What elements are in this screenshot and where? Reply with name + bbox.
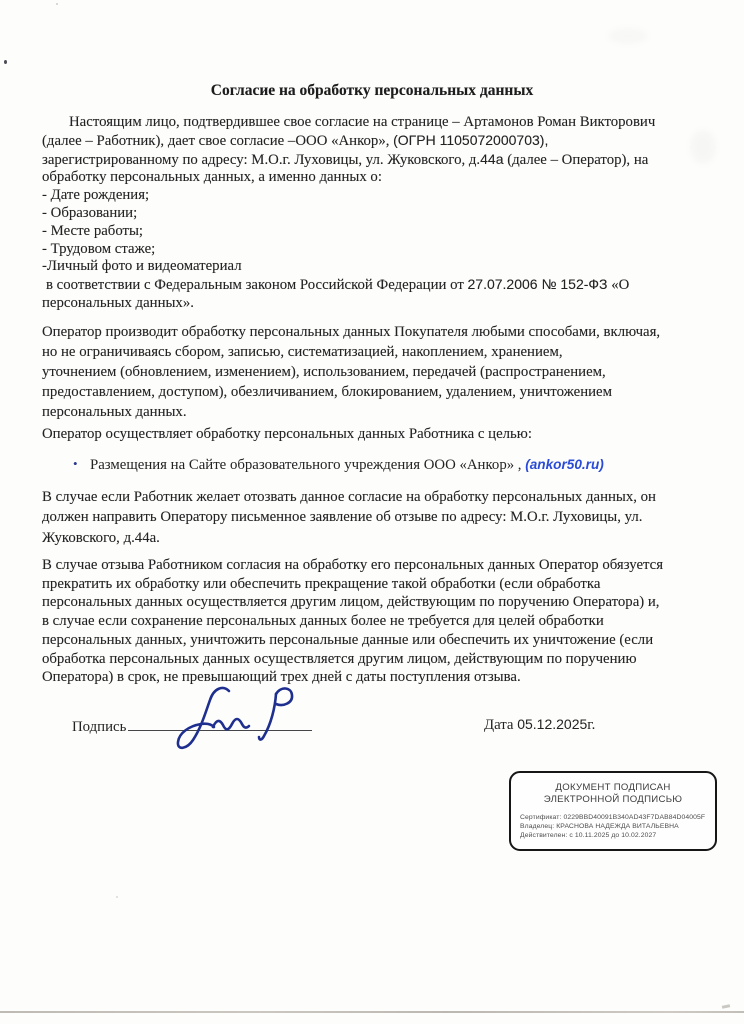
paragraph-line: В случае если Работник желает отозвать данное согласие на обработку персональных данных, он [42, 489, 656, 505]
paragraph-line: предоставлением, доступом), обезличиванием, блокированием, удалением, уничтожением [42, 384, 612, 400]
paragraph-line: Оператора) в срок, не превышающий трех дней с даты поступления отзыва. [42, 669, 521, 686]
scan-edge-line [0, 1011, 744, 1013]
paragraph-line: уточнением (обновлением, изменением), использованием, передачей (распространением, [42, 364, 606, 380]
paragraph-line: В случае отзыва Работником согласия на обработку его персональных данных Оператор обязуется [42, 557, 664, 573]
scan-edge-mark [722, 1004, 730, 1009]
scan-smudge [608, 28, 648, 44]
withdrawal-paragraph [42, 487, 704, 548]
revocation-paragraph [42, 556, 704, 687]
stamp-details [520, 813, 715, 840]
data-item-photo-video: -Личный фото и видеоматериал [42, 258, 242, 275]
stamp-title [511, 782, 715, 805]
bullet-icon: • [73, 456, 78, 471]
stamp-validity: Действителен: с 10.11.2025 до 10.02.2027 [520, 832, 657, 840]
date-text [484, 716, 595, 734]
handwritten-signature [150, 682, 325, 760]
intro-paragraph [42, 114, 704, 313]
law-reference-line: в соответствии с Федеральным законом Российской Федерации от 27.07.2006 № 152-ФЗ «О [46, 276, 630, 294]
processing-methods-paragraph [42, 322, 704, 422]
scan-smudge [690, 130, 716, 164]
paragraph-line: но не ограничиваясь сбором, записью, систематизацией, накоплением, хранением, [42, 344, 563, 360]
scan-speck [4, 60, 7, 64]
digital-signature-stamp [509, 771, 717, 851]
intro-line: обработку персональных данных, а именно данных о: [42, 169, 382, 186]
signature-row [42, 715, 704, 736]
document-title: Согласие на обработку персональных данных [210, 82, 534, 99]
paragraph-line: персональных данных, уничтожить персональные данные или обеспечить их уничтожение (если [42, 631, 654, 648]
paragraph-line: должен направить Оператору письменное заявление об отзыве по адресу: М.О.г. Луховицы, ул. [42, 509, 643, 526]
ankor-site-link[interactable]: (ankor50.ru) [525, 457, 604, 472]
bullet-text: Размещения на Сайте образовательного учреждения ООО «Анкор» , [90, 457, 526, 473]
house-number: 44а [480, 150, 504, 167]
intro-line: зарегистрированному по адресу: М.О.г. Луховицы, ул. Жуковского, д.44а (далее – Оператор), на [42, 150, 649, 168]
scan-speck [56, 3, 58, 5]
date-value: 05.12.2025 [517, 716, 588, 732]
stamp-certificate: Сертификат: 0229BBD40091B340AD43F7DAB84D04005F [520, 814, 706, 822]
paragraph-line: прекратить их обработку или обеспечить прекращение такой обработки (если обработка [42, 575, 601, 592]
stamp-owner: Владелец: КРАСНОВА НАДЕЖДА ВИТАЛЬЕВНА [520, 823, 679, 831]
law-reference-line: персональных данных». [42, 294, 194, 311]
date-suffix: г. [587, 717, 596, 733]
ogrn-number: (ОГРН 1105072000703), [393, 131, 549, 148]
purpose-paragraph [42, 424, 704, 444]
date-label: Дата [484, 717, 518, 733]
paragraph-line: в случае если сохранение персональных данных более не требуется для целей обработки [42, 613, 604, 630]
paragraph-line: персональных данных. [42, 404, 187, 420]
paragraph-line: персональных данных осуществляется другим лицом, действующим по поручению Оператора) и, [42, 594, 660, 611]
data-item-experience: - Трудовом стаже; [42, 240, 156, 257]
purpose-bullet-item [42, 456, 704, 474]
intro-line: Настоящим лицо, подтвердившее свое согласие на странице – Артамонов Роман Викторович [69, 114, 656, 130]
stamp-title-line2: ЭЛЕКТРОННОЙ ПОДПИСЬЮ [543, 793, 683, 805]
paragraph-line: Оператор осуществляет обработку персональных данных Работника с целью: [42, 426, 532, 442]
paragraph-line: обработка персональных данных осуществляется другим лицом, действующим по поручению [42, 650, 637, 667]
data-item-education: - Образовании; [42, 204, 138, 221]
data-item-birthdate: - Дате рождения; [42, 187, 150, 204]
law-number: 27.07.2006 № 152-ФЗ [467, 276, 608, 293]
signature-label: Подпись [72, 719, 127, 735]
paragraph-line: Оператор производит обработку персональных данных Покупателя любыми способами, включая, [42, 324, 661, 340]
intro-line: (далее – Работник), дает свое согласие –ООО «Анкор», (ОГРН 1105072000703), [42, 131, 549, 149]
stamp-title-line1: ДОКУМЕНТ ПОДПИСАН [555, 782, 671, 793]
data-item-workplace: - Месте работы; [42, 222, 144, 239]
paragraph-line: Жуковского, д.44а. [42, 529, 160, 546]
scan-speck [116, 896, 118, 898]
